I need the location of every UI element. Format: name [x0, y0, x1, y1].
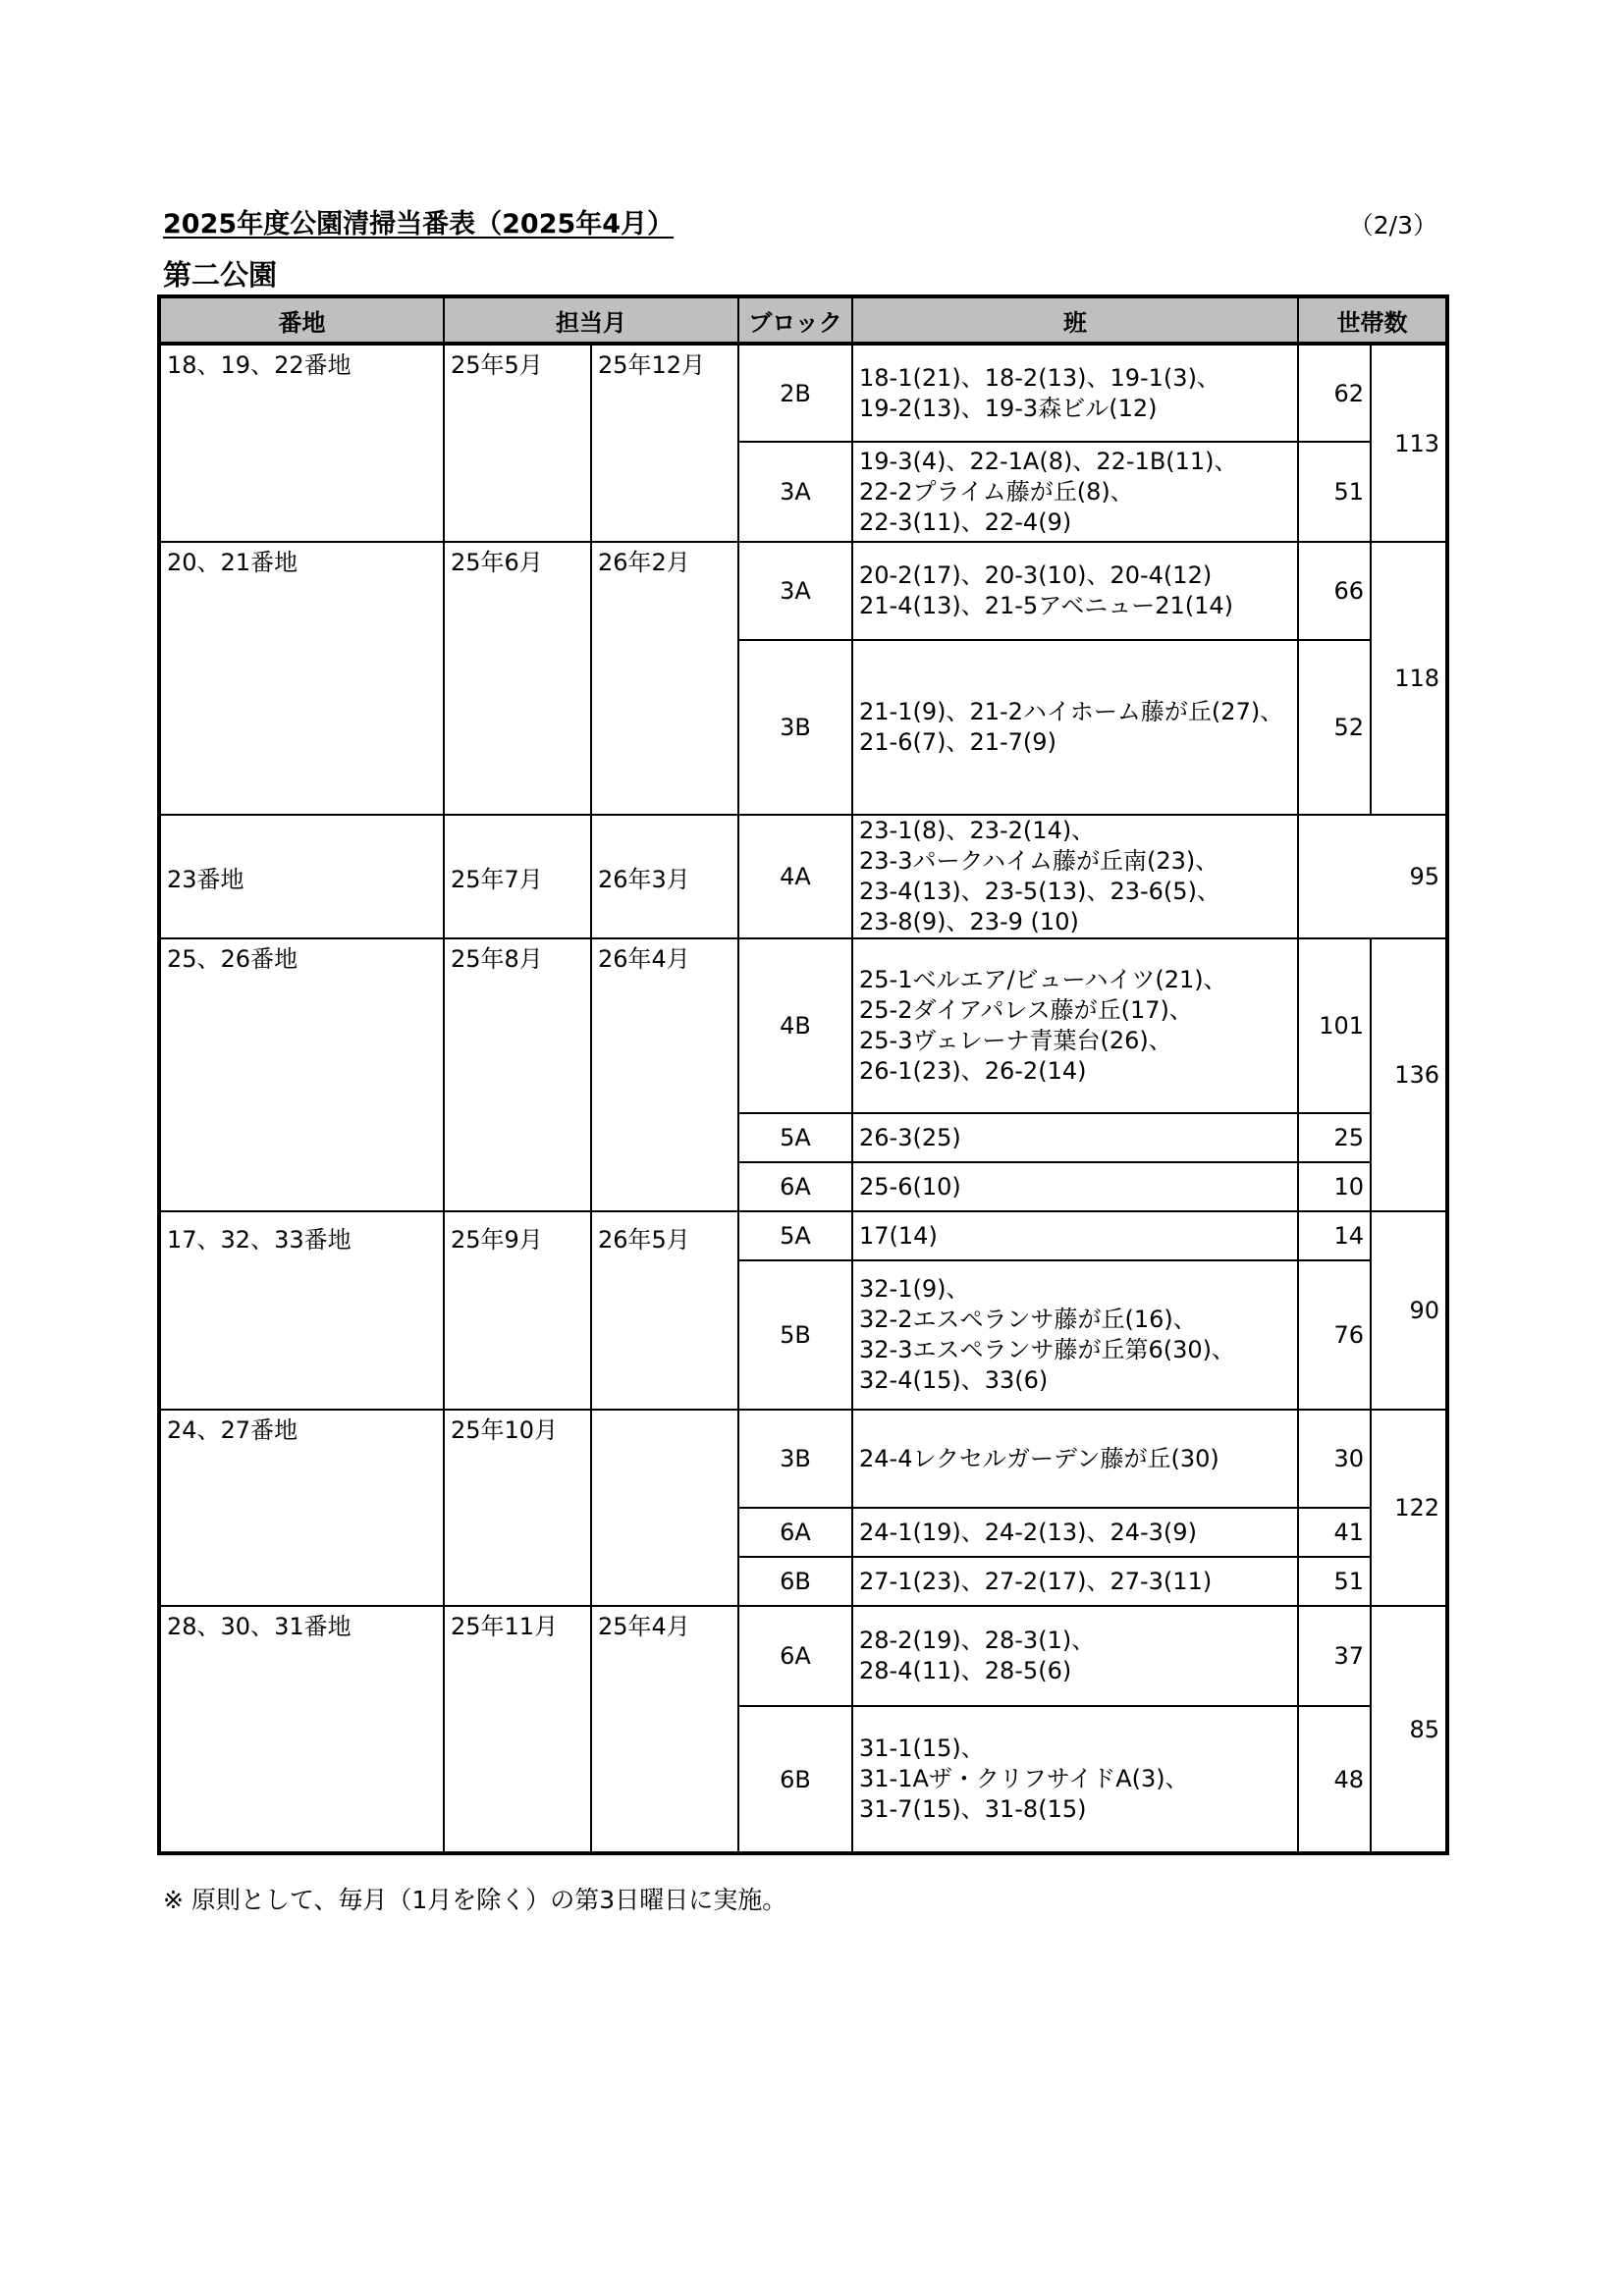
table-row — [159, 542, 1447, 640]
han-line: 24-4レクセルガーデン藤が丘(30) — [859, 1444, 1219, 1472]
han-line: 18-1(21)、18-2(13)、19-1(3)、 — [859, 363, 1220, 392]
park-name: 第二公園 — [163, 258, 278, 292]
han-line: 27-1(23)、27-2(17)、27-3(11) — [859, 1567, 1213, 1595]
table-row — [159, 1606, 1447, 1706]
month2-cell: 25年4月 — [591, 1606, 738, 1853]
block-cell: 6A — [738, 1508, 852, 1557]
month1-cell: 25年10月 — [444, 1410, 591, 1606]
month1-cell: 25年8月 — [444, 938, 591, 1211]
han-line: 22-3(11)、22-4(9) — [859, 507, 1072, 536]
month2-cell: 26年3月 — [591, 815, 738, 938]
banchi-cell: 17、32、33番地 — [159, 1211, 444, 1410]
month2-cell: 25年12月 — [591, 344, 738, 542]
block-cell: 6B — [738, 1706, 852, 1853]
han-line: 23-4(13)、23-5(13)、23-6(5)、 — [859, 878, 1220, 905]
household-count: 25 — [1298, 1113, 1371, 1162]
han-line: 23-3パークハイム藤が丘南(23)、 — [859, 847, 1219, 875]
table-row — [159, 344, 1447, 442]
han-cell — [852, 938, 1298, 1113]
han-line: 19-3(4)、22-1A(8)、22-1B(11)、 — [859, 447, 1238, 475]
han-cell — [852, 1557, 1298, 1606]
han-line: 32-3エスペランサ藤が丘第6(30)、 — [859, 1336, 1236, 1363]
block-cell: 5A — [738, 1211, 852, 1260]
block-cell: 3B — [738, 1410, 852, 1508]
document-title: 2025年度公園清掃当番表（2025年4月） — [163, 209, 675, 240]
han-line: 31-7(15)、31-8(15) — [859, 1795, 1087, 1823]
han-line: 21-6(7)、21-7(9) — [859, 728, 1056, 756]
han-cell — [852, 1508, 1298, 1557]
table-row — [159, 938, 1447, 1113]
table-header-row — [159, 296, 1447, 344]
banchi-cell: 20、21番地 — [159, 542, 444, 815]
han-line: 22-2プライム藤が丘(8)、 — [859, 477, 1134, 506]
header-households: 世帯数 — [1298, 296, 1447, 344]
household-count: 62 — [1298, 344, 1371, 442]
household-total: 113 — [1371, 344, 1447, 542]
header-banchi: 番地 — [159, 296, 444, 344]
block-cell: 5A — [738, 1113, 852, 1162]
month2-cell: 26年2月 — [591, 542, 738, 815]
block-cell: 6B — [738, 1557, 852, 1606]
month1-cell: 25年6月 — [444, 542, 591, 815]
block-cell: 6A — [738, 1162, 852, 1211]
month1-cell: 25年11月 — [444, 1606, 591, 1853]
han-line: 32-2エスペランサ藤が丘(16)、 — [859, 1306, 1197, 1333]
household-count: 76 — [1298, 1260, 1371, 1410]
han-line: 25-1ベルエア/ビューハイツ(21)、 — [859, 966, 1227, 993]
han-cell — [852, 1260, 1298, 1410]
han-line: 26-1(23)、26-2(14) — [859, 1057, 1087, 1085]
block-cell: 6A — [738, 1606, 852, 1706]
han-line: 25-3ヴェレーナ青葉台(26)、 — [859, 1027, 1172, 1054]
banchi-cell: 24、27番地 — [159, 1410, 444, 1606]
han-line: 28-4(11)、28-5(6) — [859, 1657, 1072, 1684]
block-cell: 3A — [738, 542, 852, 640]
han-line: 32-4(15)、33(6) — [859, 1366, 1049, 1394]
han-cell — [852, 815, 1298, 938]
banchi-cell: 23番地 — [159, 815, 444, 938]
han-cell — [852, 640, 1298, 815]
banchi-cell: 25、26番地 — [159, 938, 444, 1211]
han-line: 23-1(8)、23-2(14)、 — [859, 817, 1096, 844]
household-total: 136 — [1371, 938, 1447, 1211]
block-cell: 3B — [738, 640, 852, 815]
month2-cell: 26年4月 — [591, 938, 738, 1211]
block-cell: 4A — [738, 815, 852, 938]
han-cell — [852, 1410, 1298, 1508]
block-cell: 3A — [738, 442, 852, 542]
block-cell: 2B — [738, 344, 852, 442]
han-cell — [852, 1162, 1298, 1211]
household-count: 101 — [1298, 938, 1371, 1113]
han-cell — [852, 442, 1298, 542]
household-count: 51 — [1298, 1557, 1371, 1606]
header-han: 班 — [852, 296, 1298, 344]
household-count: 48 — [1298, 1706, 1371, 1853]
household-total: 118 — [1371, 542, 1447, 815]
han-line: 23-8(9)、23-9 (10) — [859, 908, 1079, 935]
table-row — [159, 1211, 1447, 1260]
han-line: 19-2(13)、19-3森ビル(12) — [859, 394, 1158, 422]
cleaning-schedule-table — [157, 294, 1449, 1855]
han-cell — [852, 1113, 1298, 1162]
household-count: 14 — [1298, 1211, 1371, 1260]
han-line: 32-1(9)、 — [859, 1275, 970, 1303]
han-cell — [852, 1706, 1298, 1853]
page-number: （2/3） — [1348, 211, 1437, 240]
header-month: 担当月 — [444, 296, 738, 344]
household-count: 41 — [1298, 1508, 1371, 1557]
han-line: 20-2(17)、20-3(10)、20-4(12) — [859, 561, 1213, 589]
han-line: 31-1(15)、 — [859, 1735, 985, 1762]
han-cell — [852, 1606, 1298, 1706]
household-count: 30 — [1298, 1410, 1371, 1508]
han-line: 25-2ダイアパレス藤が丘(17)、 — [859, 996, 1193, 1024]
month1-cell: 25年7月 — [444, 815, 591, 938]
household-total: 85 — [1371, 1606, 1447, 1853]
block-cell: 5B — [738, 1260, 852, 1410]
han-line: 17(14) — [859, 1221, 938, 1250]
month1-cell: 25年9月 — [444, 1211, 591, 1410]
month1-cell: 25年5月 — [444, 344, 591, 542]
han-line: 26-3(25) — [859, 1123, 961, 1151]
han-line: 31-1Aザ・クリフサイドA(3)、 — [859, 1765, 1189, 1792]
footnote: ※ 原則として、毎月（1月を除く）の第3日曜日に実施。 — [163, 1886, 787, 1914]
month2-cell — [591, 1410, 738, 1606]
household-count: 52 — [1298, 640, 1371, 815]
han-line: 25-6(10) — [859, 1172, 961, 1201]
table-row — [159, 1410, 1447, 1508]
household-count: 10 — [1298, 1162, 1371, 1211]
household-count: 66 — [1298, 542, 1371, 640]
banchi-cell: 28、30、31番地 — [159, 1606, 444, 1853]
household-total: 122 — [1371, 1410, 1447, 1606]
han-cell — [852, 1211, 1298, 1260]
han-line: 21-4(13)、21-5アベニュー21(14) — [859, 592, 1234, 619]
han-line: 28-2(19)、28-3(1)、 — [859, 1627, 1096, 1654]
household-count: 51 — [1298, 442, 1371, 542]
household-total: 90 — [1371, 1211, 1447, 1410]
month2-cell: 26年5月 — [591, 1211, 738, 1410]
household-count: 37 — [1298, 1606, 1371, 1706]
han-line: 24-1(19)、24-2(13)、24-3(9) — [859, 1518, 1197, 1546]
table-row — [159, 815, 1447, 938]
han-cell — [852, 344, 1298, 442]
block-cell: 4B — [738, 938, 852, 1113]
header-block: ブロック — [738, 296, 852, 344]
han-line: 21-1(9)、21-2ハイホーム藤が丘(27)、 — [859, 698, 1284, 725]
household-total: 95 — [1298, 815, 1447, 938]
han-cell — [852, 542, 1298, 640]
banchi-cell: 18、19、22番地 — [159, 344, 444, 542]
